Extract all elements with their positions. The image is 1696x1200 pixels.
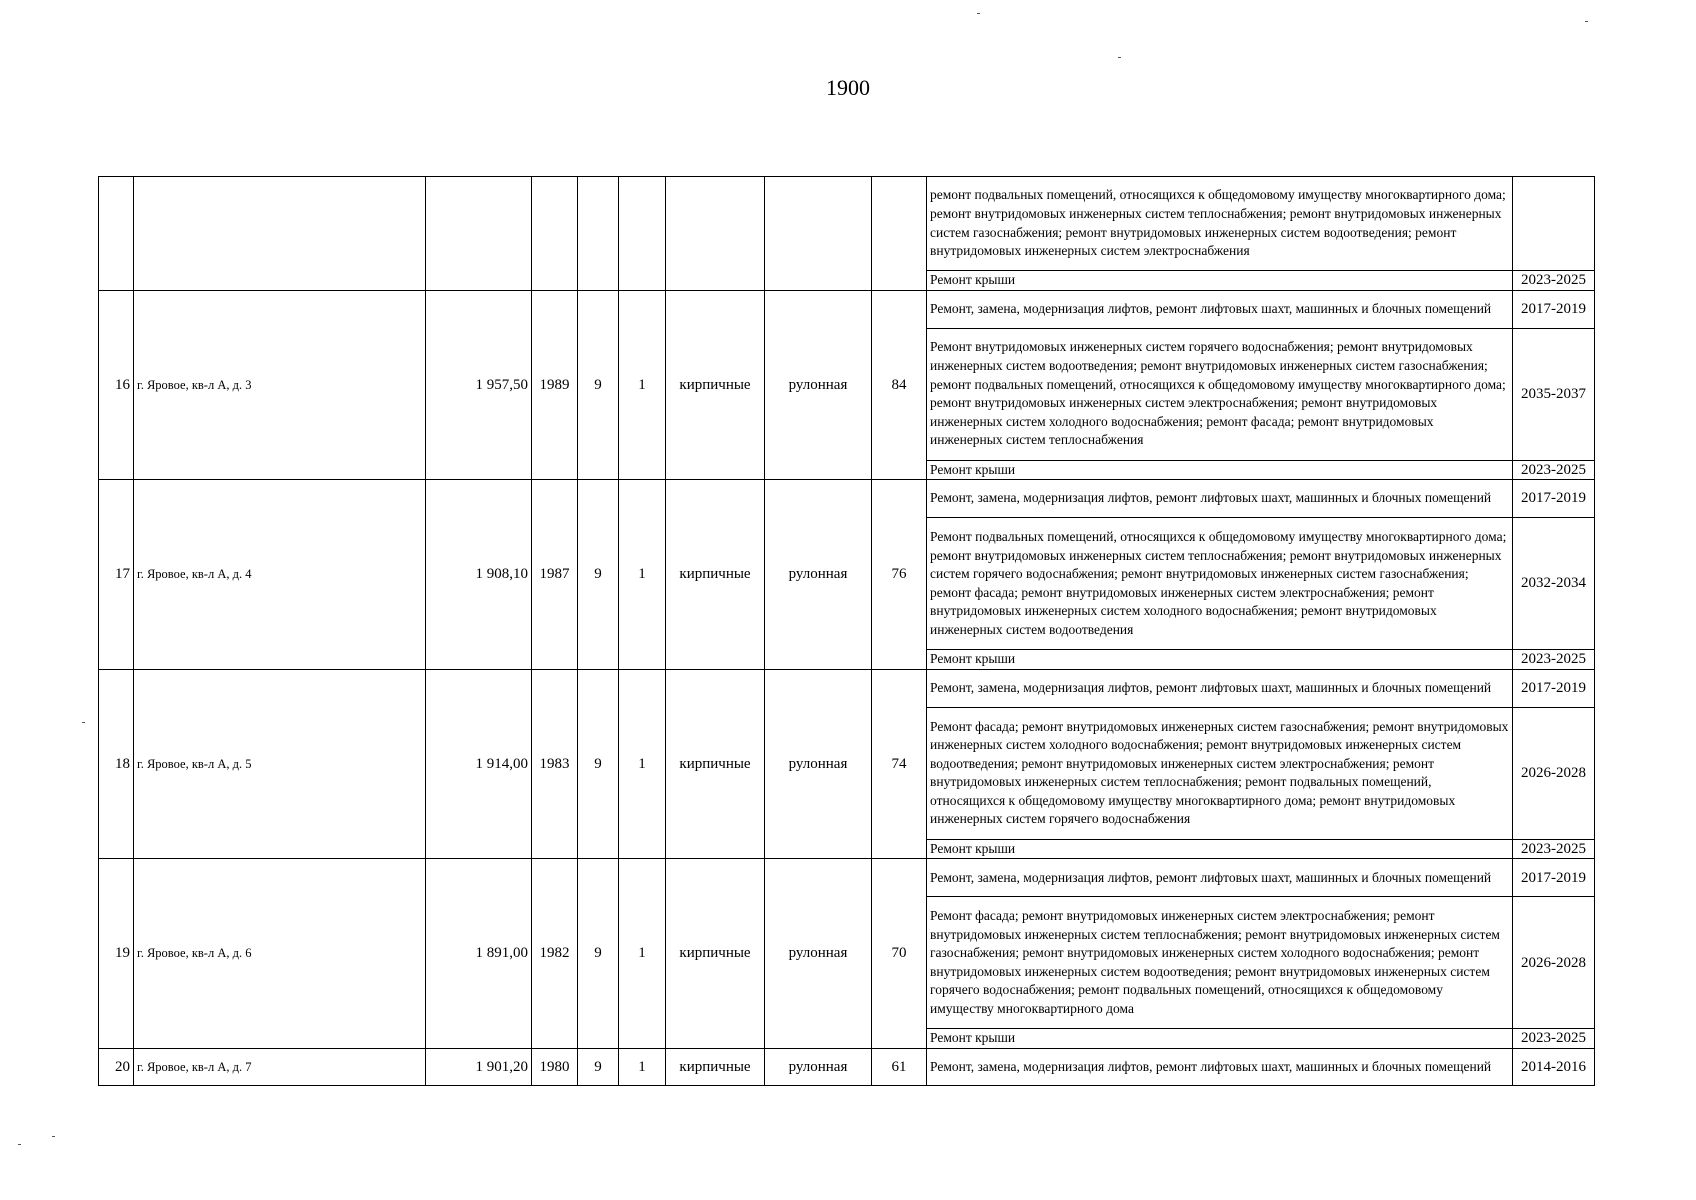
page-number: 1900 [826,75,870,100]
address-cell: г. Яровое, кв-л А, д. 6 [134,859,426,1049]
count-cell: 84 [872,290,927,480]
roof-type-cell: рулонная [765,1048,872,1085]
year-cell: 1983 [532,669,578,859]
work-description-cell: Ремонт крыши [927,650,1513,670]
work-period-cell: 2017-2019 [1513,290,1595,328]
work-period-cell: 2023-2025 [1513,271,1595,291]
table-row [99,669,1595,707]
table-row [99,1048,1595,1085]
work-period-cell: 2023-2025 [1513,839,1595,859]
count-cell: 61 [872,1048,927,1085]
entrances-cell [619,177,666,291]
roof-type-cell: рулонная [765,290,872,480]
floors-cell: 9 [578,480,619,670]
floors-cell: 9 [578,1048,619,1085]
work-description-cell: Ремонт фасада; ремонт внутридомовых инженерных систем газоснабжения; ремонт внутридомовых инженерных систем холодного водоснабжения; ремонт внутридомовых инженерных систем водоотведения; ремонт внутридомовых инженерных систем электроснабжения; ремонт внутридомовых инженерных систем теплоснабжения; ремонт подвальных помещений, относящихся к общедомовому имуществу многоквартирного дома; ремонт внутридомовых инженерных систем горячего водоснабжения [927,707,1513,839]
address-cell: г. Яровое, кв-л А, д. 3 [134,290,426,480]
work-period-cell: 2023-2025 [1513,460,1595,480]
scan-speck [1118,57,1121,58]
work-description-cell: Ремонт, замена, модернизация лифтов, ремонт лифтовых шахт, машинных и блочных помещений [927,290,1513,328]
work-period-cell: 2032-2034 [1513,518,1595,650]
count-cell: 74 [872,669,927,859]
area-cell: 1 914,00 [426,669,532,859]
work-period-cell: 2017-2019 [1513,669,1595,707]
scan-speck [977,13,980,14]
work-description-cell: Ремонт, замена, модернизация лифтов, ремонт лифтовых шахт, машинных и блочных помещений [927,480,1513,518]
roof-type-cell: рулонная [765,859,872,1049]
count-cell: 70 [872,859,927,1049]
floors-cell: 9 [578,859,619,1049]
work-description-cell: Ремонт фасада; ремонт внутридомовых инженерных систем электроснабжения; ремонт внутридомовых инженерных систем теплоснабжения; ремонт внутридомовых инженерных систем газоснабжения; ремонт внутридомовых инженерных систем холодного водоснабжения; ремонт внутридомовых инженерных систем водоотведения; ремонт внутридомовых инженерных систем горячего водоснабжения; ремонт подвальных помещений, относящихся к общедомовому имуществу многоквартирного дома [927,897,1513,1029]
scan-speck [82,722,85,723]
area-cell [426,177,532,291]
work-description-cell: Ремонт крыши [927,460,1513,480]
work-period-cell: 2023-2025 [1513,1029,1595,1049]
walls-material-cell: кирпичные [666,290,765,480]
row-number [99,177,134,291]
table-body [99,177,1595,1086]
work-period-cell: 2017-2019 [1513,480,1595,518]
table-row [99,859,1595,897]
work-period-cell: 2026-2028 [1513,897,1595,1029]
work-description-cell: Ремонт крыши [927,271,1513,291]
scan-speck [52,1136,55,1137]
walls-material-cell: кирпичные [666,1048,765,1085]
row-number: 17 [99,480,134,670]
year-cell: 1980 [532,1048,578,1085]
work-description-cell: Ремонт, замена, модернизация лифтов, ремонт лифтовых шахт, машинных и блочных помещений [927,859,1513,897]
count-cell: 76 [872,480,927,670]
year-cell: 1982 [532,859,578,1049]
walls-material-cell [666,177,765,291]
floors-cell [578,177,619,291]
entrances-cell: 1 [619,859,666,1049]
entrances-cell: 1 [619,1048,666,1085]
count-cell [872,177,927,291]
walls-material-cell: кирпичные [666,480,765,670]
address-cell: г. Яровое, кв-л А, д. 7 [134,1048,426,1085]
year-cell: 1989 [532,290,578,480]
floors-cell: 9 [578,669,619,859]
roof-type-cell [765,177,872,291]
row-number: 16 [99,290,134,480]
table-row [99,290,1595,328]
work-period-cell: 2014-2016 [1513,1048,1595,1085]
work-description-cell: Ремонт подвальных помещений, относящихся к общедомовому имуществу многоквартирного дома; ремонт внутридомовых инженерных систем теплоснабжения; ремонт внутридомовых инженерных систем горячего водоснабжения; ремонт внутридомовых инженерных систем газоснабжения; ремонт фасада; ремонт внутридомовых инженерных систем электроснабжения; ремонт внутридомовых инженерных систем холодного водоснабжения; ремонт внутридомовых инженерных систем водоотведения [927,518,1513,650]
work-period-cell: 2017-2019 [1513,859,1595,897]
table-row [99,480,1595,518]
work-description-cell: Ремонт, замена, модернизация лифтов, ремонт лифтовых шахт, машинных и блочных помещений [927,669,1513,707]
work-description-cell: Ремонт, замена, модернизация лифтов, ремонт лифтовых шахт, машинных и блочных помещений [927,1048,1513,1085]
roof-type-cell: рулонная [765,669,872,859]
work-period-cell [1513,177,1595,271]
address-cell: г. Яровое, кв-л А, д. 4 [134,480,426,670]
row-number: 18 [99,669,134,859]
scan-speck [18,1144,21,1145]
year-cell [532,177,578,291]
area-cell: 1 908,10 [426,480,532,670]
work-period-cell: 2035-2037 [1513,328,1595,460]
walls-material-cell: кирпичные [666,669,765,859]
area-cell: 1 957,50 [426,290,532,480]
table-row [99,177,1595,271]
address-cell: г. Яровое, кв-л А, д. 5 [134,669,426,859]
entrances-cell: 1 [619,669,666,859]
row-number: 20 [99,1048,134,1085]
work-period-cell: 2023-2025 [1513,650,1595,670]
work-description-cell: Ремонт внутридомовых инженерных систем горячего водоснабжения; ремонт внутридомовых инженерных систем водоотведения; ремонт внутридомовых инженерных систем газоснабжения; ремонт подвальных помещений, относящихся к общедомовому имуществу многоквартирного дома; ремонт внутридомовых инженерных систем электроснабжения; ремонт внутридомовых инженерных систем холодного водоснабжения; ремонт фасада; ремонт внутридомовых инженерных систем теплоснабжения [927,328,1513,460]
area-cell: 1 901,20 [426,1048,532,1085]
scan-speck [1585,21,1588,22]
row-number: 19 [99,859,134,1049]
entrances-cell: 1 [619,290,666,480]
address-cell [134,177,426,291]
work-description-cell: ремонт подвальных помещений, относящихся к общедомовому имуществу многоквартирного дома; ремонт внутридомовых инженерных систем теплоснабжения; ремонт внутридомовых инженерных систем газоснабжения; ремонт внутридомовых инженерных систем водоотведения; ремонт внутридомовых инженерных систем электроснабжения [927,177,1513,271]
roof-type-cell: рулонная [765,480,872,670]
floors-cell: 9 [578,290,619,480]
capital-repair-table [98,176,1595,1086]
walls-material-cell: кирпичные [666,859,765,1049]
work-period-cell: 2026-2028 [1513,707,1595,839]
entrances-cell: 1 [619,480,666,670]
area-cell: 1 891,00 [426,859,532,1049]
work-description-cell: Ремонт крыши [927,839,1513,859]
work-description-cell: Ремонт крыши [927,1029,1513,1049]
year-cell: 1987 [532,480,578,670]
